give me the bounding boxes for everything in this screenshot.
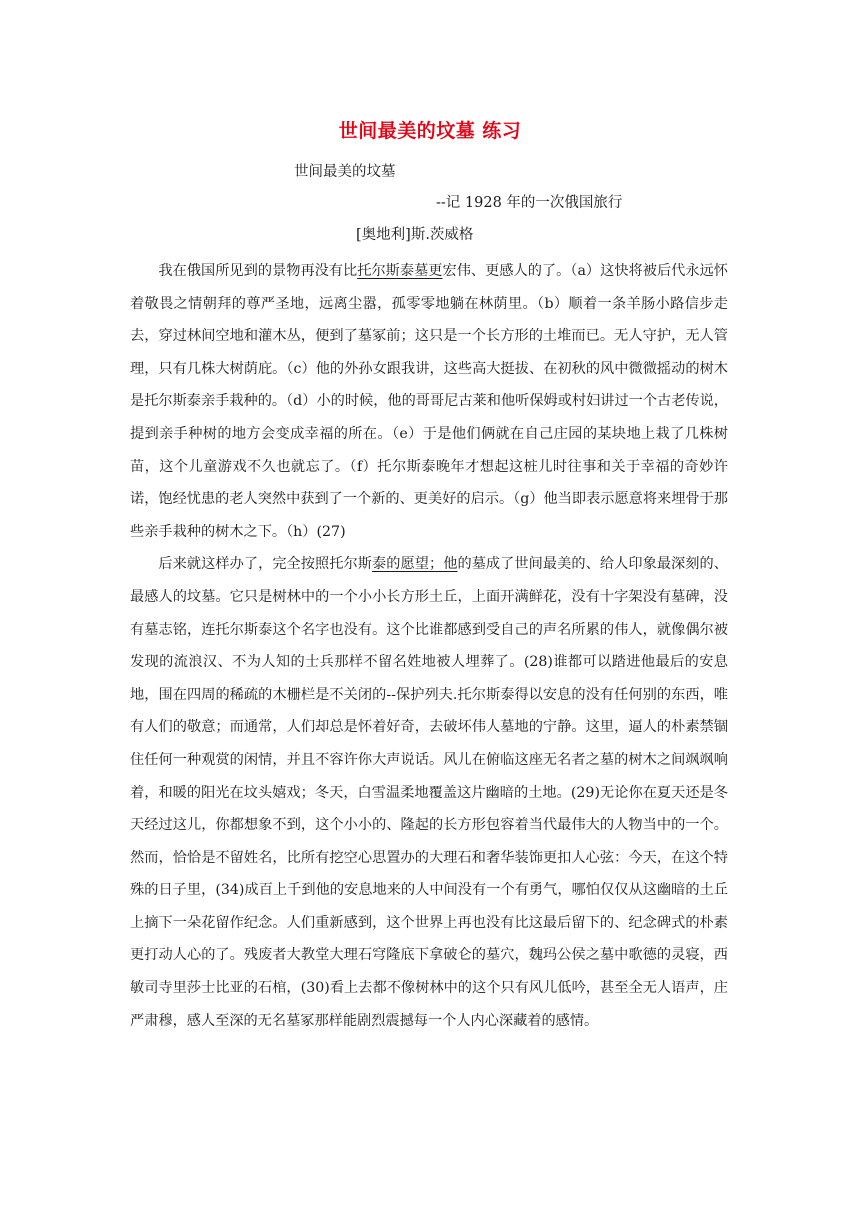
paragraph-2	[130, 548, 728, 1037]
article-body	[130, 255, 728, 1037]
paragraph-1-text-b: 宏伟、更感人的了。（a）这快将被后代永远怀着敬畏之情朝拜的尊严圣地，远离尘嚣，孤零零地躺在林荫里。（b）顺着一条羊肠小路信步走去，穿过林间空地和灌木丛，便到了墓冢前；这只是一个长方形的土堆而已。无人守护，无人管理，只有几株大树荫庇。（c）他的外孙女跟我讲，这些高大挺拔、在初秋的风中微微摇动的树木是托尔斯泰亲手栽种的。（d）小的时候，他的哥哥尼古莱和他听保姆或村妇讲过一个古老传说，提到亲手种树的地方会变成幸福的所在。（e）于是他们俩就在自己庄园的某块地上栽了几株树苗，这个儿童游戏不久也就忘了。（f）托尔斯泰晚年才想起这桩儿时往事和关于幸福的奇妙许诺，饱经忧患的老人突然中获到了一个新的、更美好的启示。（g）他当即表示愿意将来埋骨于那些亲手栽种的树木之下。（h）(27)	[130, 263, 728, 540]
paragraph-2-text-a: 后来就这样办了，完全按照托尔斯	[158, 556, 372, 573]
document-title: 世间最美的坟墓 练习	[338, 120, 522, 142]
underlined-phrase-2: 泰的愿望；他	[372, 556, 458, 573]
article-subtitle: --记 1928 年的一次俄国旅行	[436, 195, 623, 211]
underlined-phrase-1: 托尔斯泰墓更	[357, 263, 443, 279]
article-title: 世间最美的坟墓	[294, 164, 396, 180]
paragraph-2-text-b: 的墓成了世间最美的、给人印象最深刻的、最感人的坟墓。它只是树林中的一个小小长方形土丘，上面开满鲜花，没有十字架没有墓碑，没有墓志铭，连托尔斯泰这个名字也没有。这个比谁都感到受自己的声名所累的伟人，就像偶尔被发现的流浪汉、不为人知的士兵那样不留名姓地被人埋葬了。(28)谁都可以踏进他最后的安息地，围在四周的稀疏的木栅栏是不关闭的--保护列夫.托尔斯泰得以安息的没有任何别的东西，唯有人们的敬意；而通常，人们却总是怀着好奇，去破坏伟人墓地的宁静。这里，逼人的朴素禁锢住任何一种观赏的闲情，并且不容许你大声说话。风儿在俯临这座无名者之墓的树木之间飒飒响着，和暖的阳光在坟头嬉戏；冬天，白雪温柔地覆盖这片幽暗的土地。(29)无论你在夏天还是冬天经过这儿，你都想象不到，这个小小的、隆起的长方形包容着当代最伟大的人物当中的一个。然而，恰恰是不留姓名，比所有挖空心思置办的大理石和奢华装饰更扣人心弦：今天，在这个特殊的日子里，(34)成百上千到他的安息地来的人中间没有一个有勇气，哪怕仅仅从这幽暗的土丘上摘下一朵花留作纪念。人们重新感到，这个世界上再也没有比这最后留下的、纪念碑式的朴素更打动人心的了。残废者大教堂大理石穹隆底下拿破仑的墓穴，魏玛公侯之墓中歌德的灵寝，西敏司寺里莎士比亚的石棺，(30)看上去都不像树林中的这个只有风儿低吟，甚至全无人语声，庄严肃穆，感人至深的无名墓冢那样能剧烈震撼每一个人内心深藏着的感情。	[130, 556, 728, 1029]
article-author: [奥地利]斯.茨威格	[356, 227, 474, 243]
paragraph-1	[130, 255, 728, 548]
paragraph-1-text-a: 我在俄国所见到的景物再没有比	[158, 263, 358, 279]
